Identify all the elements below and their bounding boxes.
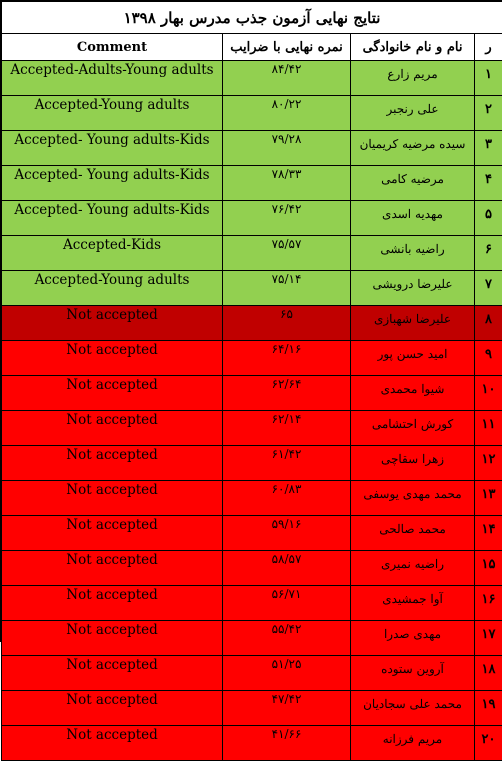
table-row [2,586,502,621]
row-name: علی رنجبر [351,96,475,131]
row-comment: Not accepted [2,621,223,656]
table-row [2,236,502,271]
row-score: ۵۵/۴۲ [223,621,351,656]
row-score: ۵۱/۲۵ [223,656,351,691]
row-score: ۴۷/۴۲ [223,691,351,726]
table-row [2,481,502,516]
row-name: آوا جمشیدی [351,586,475,621]
row-comment: Accepted- Young adults-Kids [2,166,223,201]
row-score: ۶۰/۸۳ [223,481,351,516]
row-score: ۷۵/۱۴ [223,271,351,306]
table-row [2,726,502,761]
row-comment: Accepted-Young adults [2,271,223,306]
table-row [2,61,502,96]
row-number: ۷ [475,271,502,306]
row-score: ۵۸/۵۷ [223,551,351,586]
table-row [2,131,502,166]
row-number: ۱۲ [475,446,502,481]
row-name: شیوا محمدی [351,376,475,411]
row-comment: Not accepted [2,691,223,726]
row-score: ۷۶/۴۲ [223,201,351,236]
row-name: علیرضا شهبازی [351,306,475,341]
row-score: ۷۸/۳۳ [223,166,351,201]
row-number: ۲۰ [475,726,502,761]
row-name: زهرا سقاچی [351,446,475,481]
row-name: سیده مرضیه کریمیان [351,131,475,166]
row-comment: Not accepted [2,411,223,446]
row-comment: Not accepted [2,656,223,691]
row-score: ۷۵/۵۷ [223,236,351,271]
row-number: ۱۰ [475,376,502,411]
row-score: ۶۵ [223,306,351,341]
row-name: مرضیه کامی [351,166,475,201]
table-row [2,656,502,691]
row-score: ۶۲/۶۴ [223,376,351,411]
results-table [1,1,502,761]
header-name: نام و نام خانوادگی [351,34,475,61]
table-row [2,96,502,131]
row-name: امید حسن پور [351,341,475,376]
row-name: راضیه بانشی [351,236,475,271]
row-comment: Accepted- Young adults-Kids [2,131,223,166]
table-row [2,271,502,306]
table-row [2,166,502,201]
row-number: ۱۶ [475,586,502,621]
table-body [2,61,502,761]
row-score: ۶۴/۱۶ [223,341,351,376]
row-number: ۱۷ [475,621,502,656]
row-number: ۲ [475,96,502,131]
row-name: راضیه نمیری [351,551,475,586]
row-comment: Accepted- Young adults-Kids [2,201,223,236]
row-number: ۹ [475,341,502,376]
row-score: ۷۹/۲۸ [223,131,351,166]
table-row [2,201,502,236]
table-row [2,341,502,376]
row-name: مریم فرزانه [351,726,475,761]
row-number: ۴ [475,166,502,201]
row-number: ۱۴ [475,516,502,551]
row-comment: Not accepted [2,586,223,621]
row-number: ۱ [475,61,502,96]
row-comment: Accepted-Young adults [2,96,223,131]
row-comment: Not accepted [2,341,223,376]
table-row [2,621,502,656]
row-name: کورش احتشامی [351,411,475,446]
row-number: ۵ [475,201,502,236]
row-comment: Not accepted [2,516,223,551]
table-title: نتایج نهایی آزمون جذب مدرس بهار ۱۳۹۸ [2,2,502,34]
row-number: ۱۵ [475,551,502,586]
table-row [2,411,502,446]
row-name: مریم زارع [351,61,475,96]
row-score: ۵۹/۱۶ [223,516,351,551]
row-score: ۶۲/۱۴ [223,411,351,446]
header-comment: Comment [2,34,223,61]
row-comment: Not accepted [2,306,223,341]
row-number: ۱۱ [475,411,502,446]
table-row [2,376,502,411]
row-score: ۵۶/۷۱ [223,586,351,621]
row-number: ۱۳ [475,481,502,516]
row-comment: Not accepted [2,446,223,481]
row-number: ۸ [475,306,502,341]
row-name: مهدیه اسدی [351,201,475,236]
row-score: ۸۰/۲۲ [223,96,351,131]
row-comment: Accepted-Kids [2,236,223,271]
row-number: ۱۸ [475,656,502,691]
row-number: ۳ [475,131,502,166]
header-num: ر [475,34,502,61]
row-comment: Not accepted [2,551,223,586]
table-row [2,306,502,341]
row-number: ۱۹ [475,691,502,726]
table-row [2,446,502,481]
row-score: ۸۴/۴۲ [223,61,351,96]
row-number: ۶ [475,236,502,271]
row-score: ۴۱/۶۶ [223,726,351,761]
table-row [2,516,502,551]
header-score: نمره نهایی با ضرایب [223,34,351,61]
table-row [2,551,502,586]
header-row [2,34,502,61]
row-name: علیرضا درویشی [351,271,475,306]
row-comment: Not accepted [2,726,223,761]
table-row [2,691,502,726]
row-comment: Not accepted [2,376,223,411]
row-score: ۶۱/۴۲ [223,446,351,481]
row-comment: Not accepted [2,481,223,516]
row-name: محمد مهدی یوسفی [351,481,475,516]
row-name: محمد علی سجادیان [351,691,475,726]
row-comment: Accepted-Adults-Young adults [2,61,223,96]
row-name: آروین ستوده [351,656,475,691]
row-name: محمد صالحی [351,516,475,551]
row-name: مهدی صدرا [351,621,475,656]
